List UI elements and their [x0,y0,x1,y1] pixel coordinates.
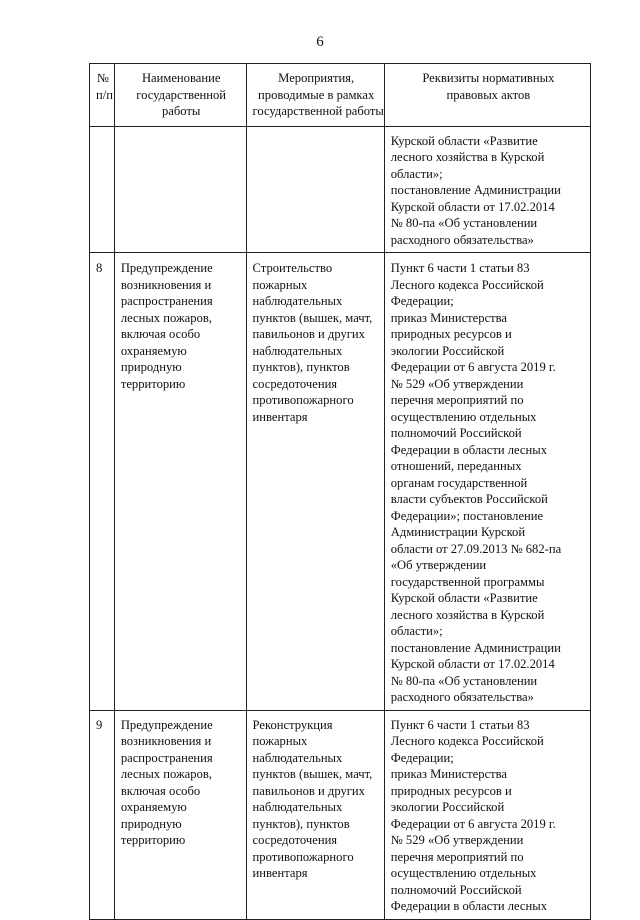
table-body [90,126,591,919]
text-line: Строительство [252,261,333,275]
text-line: Реконструкция [252,717,333,732]
text-line: полномочий Российской [390,426,522,440]
text-line: власти субъектов Российской [390,492,548,506]
text-line: лесного хозяйства в Курской [390,150,545,164]
table-row [90,126,591,253]
text-line: территорию [120,833,186,847]
text-line: постановление Администрации [390,640,561,655]
text-line: территорию [120,376,186,391]
row-events [246,253,384,711]
text-line: Федерации в области лесных [390,442,547,457]
text-line: Мероприятия, [278,71,355,85]
text-line: пунктов (вышек, мачт, [252,767,373,781]
text-line: отношений, переданных [390,459,522,473]
text-line: Администрации Курской [390,525,526,539]
text-line: пунктов (вышек, мачт, [252,310,373,325]
text-line: перечня мероприятий по [390,393,524,407]
text-line: п/п [96,87,113,102]
text-line: приказ Министерства [390,767,508,781]
text-line: природную [120,816,182,831]
text-line: Федерации от 6 августа 2019 г. [390,360,556,374]
text-line: проводимые в рамках [258,87,375,102]
text-line: распространения [120,750,213,765]
text-line: лесных пожаров, [120,767,212,781]
header-events [246,64,384,127]
row-acts [384,126,590,253]
row-num: 9 [90,710,115,919]
row-name [114,126,246,253]
text-line: распространения [120,294,213,308]
works-table [89,63,591,920]
text-line: павильонов и других [252,327,365,341]
text-line: Пункт 6 части 1 статьи 83 [390,261,530,275]
row-num [90,126,115,253]
text-line: лесных пожаров, [120,310,212,325]
text-line: сосредоточения [252,833,338,847]
text-line: государственной [136,87,227,102]
text-line: сосредоточения [252,376,338,391]
text-line: пожарных [252,734,308,748]
text-line: работы [161,104,201,118]
text-line: противопожарного [252,849,354,864]
text-line: осуществлению отдельных [390,409,537,424]
text-line: области»; [390,624,443,638]
text-line: Курской области от 17.02.2014 [390,657,555,671]
text-line: № 529 «Об утверждении [390,833,524,847]
text-line: наблюдательных [252,750,343,765]
text-line: Реквизиты нормативных [422,71,555,85]
text-line: Курской области «Развитие [390,591,538,605]
table-row [90,710,591,919]
text-line: приказ Министерства [390,310,508,325]
row-events [246,126,384,253]
header-acts [384,64,590,127]
text-line: Федерации; [390,750,454,765]
text-line: павильонов и других [252,783,365,798]
text-line: природных ресурсов и [390,783,512,798]
text-line: Предупреждение [120,717,213,732]
row-acts [384,710,590,919]
text-line: экологии Российской [390,800,505,814]
text-line: Предупреждение [120,261,213,275]
text-line: наблюдательных [252,343,343,358]
text-line: Федерации»; постановление [390,508,544,523]
text-line: «Об утверждении [390,558,487,572]
header-name [114,64,246,127]
text-line: природных ресурсов и [390,327,512,341]
text-line: правовых актов [446,87,531,102]
text-line: расходного обязательства» [390,690,534,704]
text-line: пунктов), пунктов [252,816,350,831]
text-line: пунктов), пунктов [252,360,350,374]
text-line: инвентаря [252,866,308,880]
text-line: постановление Администрации [390,183,561,197]
text-line: № 529 «Об утверждении [390,376,524,391]
table-header [90,64,591,127]
text-line: включая особо [120,783,201,798]
text-line: № 80-па «Об установлении [390,673,538,688]
text-line: природную [120,360,182,374]
text-line: включая особо [120,327,201,341]
text-line: государственной программы [390,574,545,589]
row-acts [384,253,590,711]
text-line: Пункт 6 части 1 статьи 83 [390,717,530,732]
text-line: лесного хозяйства в Курской [390,607,545,622]
text-line: области»; [390,166,443,181]
text-line: Курской области от 17.02.2014 [390,199,555,214]
text-line: Федерации в области лесных [390,899,547,913]
row-name [114,253,246,711]
text-line: № 80-па «Об установлении [390,216,538,230]
row-events [246,710,384,919]
text-line: Федерации от 6 августа 2019 г. [390,816,556,831]
page-number: 6 [316,34,324,50]
text-line: инвентаря [252,409,308,424]
text-line: охраняемую [120,343,187,358]
text-line: перечня мероприятий по [390,849,524,864]
text-line: наблюдательных [252,800,343,814]
text-line: противопожарного [252,393,354,407]
text-line: Лесного кодекса Российской [390,277,544,292]
text-line: Курской области «Развитие [390,133,538,148]
text-line: № [96,71,109,85]
text-line: возникновения и [120,277,212,292]
table-row [90,253,591,711]
text-line: Наименование [141,71,221,85]
text-line: пожарных [252,277,308,292]
text-line: наблюдательных [252,294,343,308]
text-line: Лесного кодекса Российской [390,734,544,748]
header-num [90,64,115,127]
row-num: 8 [90,253,115,711]
text-line: расходного обязательства» [390,232,534,247]
text-line: области от 27.09.2013 № 682-па [390,541,562,556]
text-line: экологии Российской [390,343,505,358]
text-line: полномочий Российской [390,882,522,897]
text-line: государственной работы [252,104,384,118]
text-line: Федерации; [390,294,454,308]
text-line: органам государственной [390,475,528,490]
text-line: возникновения и [120,734,212,748]
row-name [114,710,246,919]
text-line: охраняемую [120,800,187,814]
text-line: осуществлению отдельных [390,866,537,880]
